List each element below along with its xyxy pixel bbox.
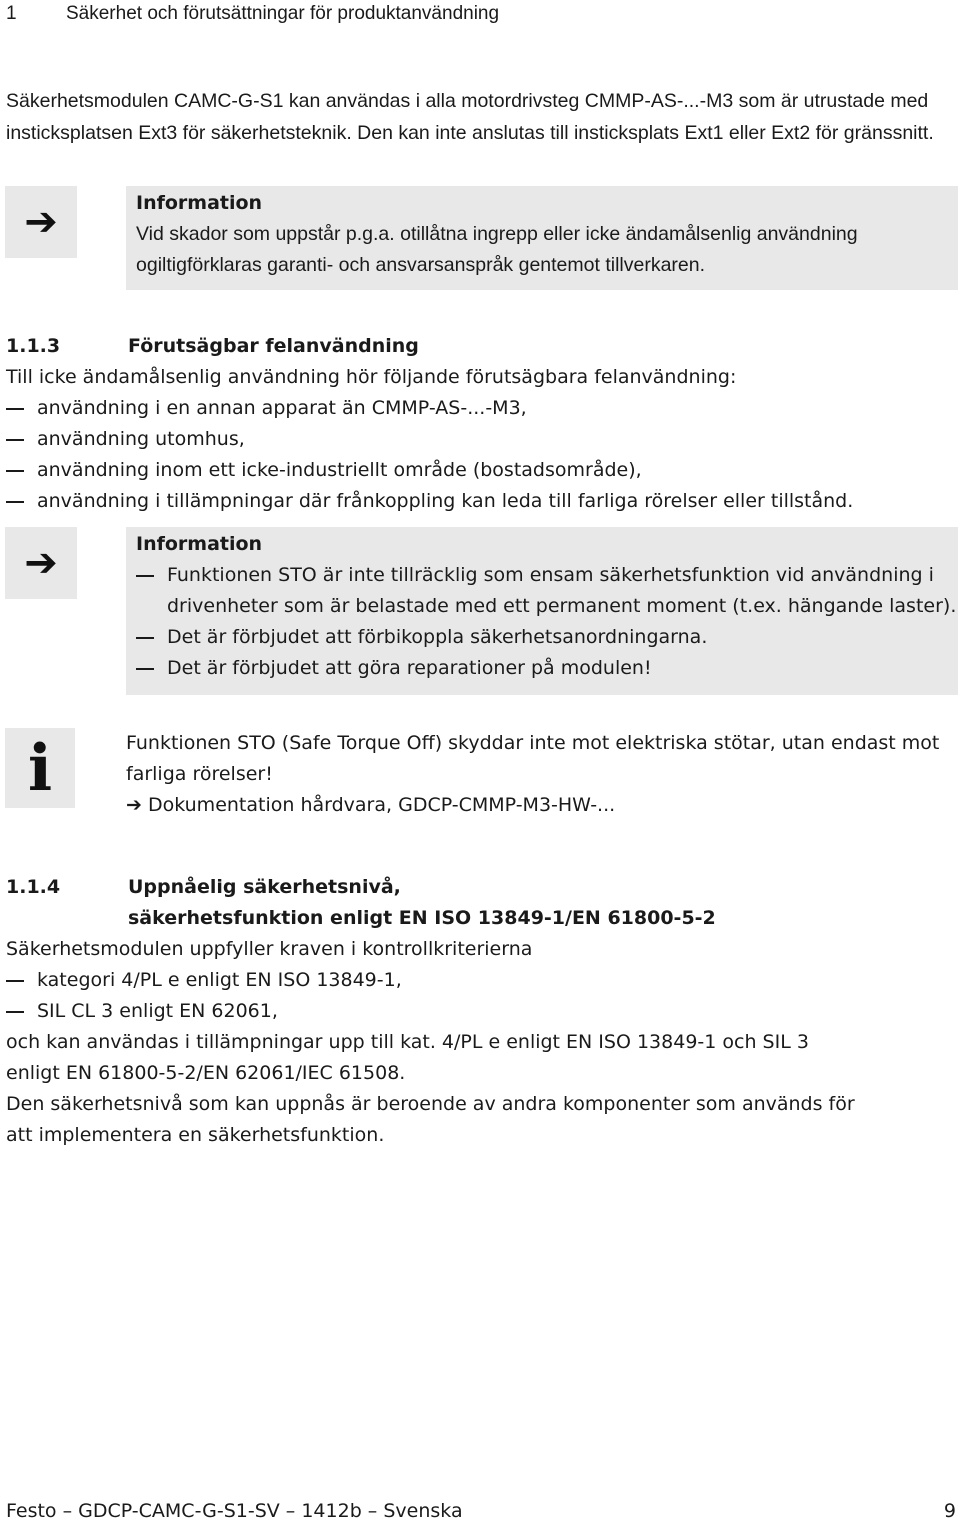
- information-note: [126, 186, 958, 290]
- note-icon-box: [5, 527, 77, 599]
- chapter-number: 1: [6, 3, 17, 24]
- section-1-1-3: [6, 331, 956, 517]
- list-item: Det är förbjudet att göra reparationer på modulen!: [136, 653, 958, 684]
- info-icon-box: [5, 728, 75, 808]
- section-heading: [6, 872, 956, 903]
- section-lead: Säkerhetsmodulen uppfyller kraven i kontrollkriterierna: [6, 938, 533, 960]
- information-note: [126, 527, 958, 695]
- page-footer: [6, 1497, 956, 1525]
- section-number: 1.1.4: [6, 876, 61, 898]
- intro-paragraph: Säkerhetsmodulen CAMC-G-S1 kan användas i alla motordrivsteg CMMP-AS-...-M3 som är utrustade med insticksplatsen Ext3 för säkerhetsteknik. Den kan inte anslutas till insticksplats Ext1 eller Ext2 för gränssnitt.: [6, 90, 934, 144]
- running-header: [6, 0, 499, 28]
- section-lead: Till icke ändamålsenlig användning hör följande förutsägbara felanvändning:: [6, 366, 737, 388]
- section-paragraph: Den säkerhetsnivå som kan uppnås är beroende av andra komponenter som används för att implementera en säkerhetsfunktion.: [6, 1093, 855, 1146]
- arrow-right-icon: ➔: [24, 539, 58, 586]
- section-title: Förutsägbar felanvändning: [128, 335, 419, 357]
- note-icon-box: [5, 186, 77, 258]
- info-icon: i: [27, 730, 53, 806]
- list-item: användning i en annan apparat än CMMP-AS-...-M3,: [6, 393, 956, 424]
- section-1-1-4: [6, 872, 956, 1151]
- reference-line: [126, 790, 956, 821]
- section-number: 1.1.3: [6, 335, 61, 357]
- list-item: användning i tillämpningar där frånkoppling kan leda till farliga rörelser eller tillstånd.: [6, 486, 956, 517]
- note-title: Information: [136, 533, 263, 555]
- list-item: Det är förbjudet att förbikoppla säkerhetsanordningarna.: [136, 622, 958, 653]
- info-note: [126, 728, 956, 821]
- info-note-text: Funktionen STO (Safe Torque Off) skyddar inte mot elektriska stötar, utan endast mot farliga rörelser!: [126, 732, 940, 785]
- section-paragraph: och kan användas i tillämpningar upp till kat. 4/PL e enligt EN ISO 13849-1 och SIL 3 enligt EN 61800-5-2/EN 62061/IEC 61508.: [6, 1031, 809, 1084]
- list-item: SIL CL 3 enligt EN 62061,: [6, 996, 956, 1027]
- footer-doc-info: Festo – GDCP-CAMC-G-S1-SV – 1412b – Svenska: [6, 1500, 463, 1522]
- page-number: 9: [943, 1500, 956, 1522]
- arrow-right-icon: ➔: [24, 198, 58, 245]
- reference-arrow-icon: ➔: [126, 794, 142, 816]
- list-item: användning inom ett icke-industriellt område (bostadsområde),: [6, 455, 956, 486]
- chapter-title: Säkerhet och förutsättningar för produktanvändning: [66, 3, 500, 24]
- section-heading: [6, 331, 956, 362]
- section-title-line1: Uppnåelig säkerhetsnivå,: [128, 876, 401, 898]
- note-body: Vid skador som uppstår p.g.a. otillåtna ingrepp eller icke ändamålsenlig användning ogiltigförklaras garanti- och ansvarsanspråk gentemot tillverkaren.: [136, 223, 858, 276]
- list-item: användning utomhus,: [6, 424, 956, 455]
- list-item: kategori 4/PL e enligt EN ISO 13849-1,: [6, 965, 956, 996]
- reference-link[interactable]: Dokumentation hårdvara, GDCP-CMMP-M3-HW-...: [147, 794, 616, 816]
- note-title: Information: [136, 192, 263, 214]
- section-title-line2: säkerhetsfunktion enligt EN ISO 13849-1/EN 61800-5-2: [128, 907, 716, 929]
- list-item: Funktionen STO är inte tillräcklig som ensam säkerhetsfunktion vid användning i drivenheter som är belastade med ett permanent moment (t.ex. hängande laster).: [136, 560, 958, 622]
